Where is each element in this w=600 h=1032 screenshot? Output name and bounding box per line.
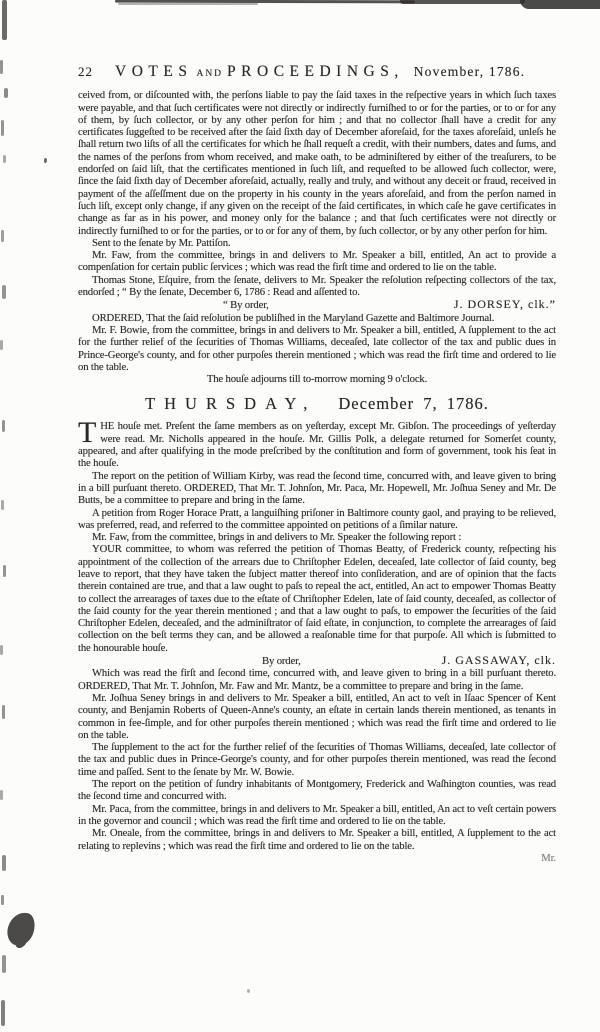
scan-artifact-left-edge xyxy=(4,88,8,98)
scan-artifact-left-edge xyxy=(1,230,4,242)
scan-artifact-left-edge xyxy=(2,955,6,973)
paragraph-seney-bill: Mr. Joſhua Seney brings in and delivers to Mr. Speaker a bill, entitled, An act to veſt in Iſaac Spencer of Kent county, and Benjamin Roberts of Queen-Anne's county, an eſtate in certain lands therein mentioned, as tenants in common in fee-ſimple, and for other purpoſes therein mentioned ; which was read the firſt time and ordered to lie on the table. xyxy=(78,691,556,741)
paragraph-williams-supplement: The ſupplement to the act for the further relief of the ſecurities of Thomas Williams, deceaſed, late collector of the tax and public dues in Prince-George's county, and for other purpoſes therein mentioned, was read the ſecond time and paſſed. Sent to the ſenate by Mr. W. Bowie. xyxy=(78,741,556,778)
paragraph-house-met xyxy=(78,416,556,470)
by-order-label: “ By order, xyxy=(223,299,269,312)
ink-blot xyxy=(4,909,37,948)
paragraph-stone-resolution: Thomas Stone, Eſquire, from the ſenate, delivers to Mr. Speaker the reſolution reſpecting collectors of the tax, endorſed ; “ By the ſenate, December 6, 1786 : Read and aſſented to. xyxy=(78,273,556,299)
scan-artifact-left-edge xyxy=(2,0,7,40)
clerk-name: J. DORSEY, clk.” xyxy=(453,297,556,312)
paragraph-faw-report-intro: Mr. Faw, from the committee, brings in and delivers to Mr. Speaker the following report : xyxy=(92,531,462,544)
scan-artifact-left-edge xyxy=(0,340,3,350)
scan-artifact-left-edge xyxy=(1,120,4,136)
scan-artifact-top-edge xyxy=(118,3,258,5)
page-number: 22 xyxy=(78,64,93,79)
scan-artifact-left-edge xyxy=(3,155,6,163)
scan-artifact-left-edge xyxy=(1,500,4,510)
paragraph-oneale-bill: Mr. Oneale, from the committee, brings in and delivers to Mr. Speaker a bill, entitled, A ſupplement to the act relating to replevins ; which was read the firſt time and ordered to lie on the table. xyxy=(78,827,556,852)
session-day: THURSDAY, xyxy=(145,394,317,414)
scan-artifact-left-edge xyxy=(2,855,6,871)
paragraph-sent-pattison: Sent to the ſenate by Mr. Pattiſon. xyxy=(92,236,231,249)
scan-artifact-left-edge xyxy=(0,790,3,800)
paragraph-kirby-report: The report on the petition of William Kirby, was read the ſecond time, concurred with, and leave given to bring in a bill purſuant thereto. ORDERED, That Mr. T. Johnſon, Mr. Paca, Mr. Hopewell, Mr. Joſhua Seney and Mr. De Butts, be a committee to prepare and bring in the ſame. xyxy=(78,469,556,507)
by-order-label: By order, xyxy=(262,655,301,668)
scan-artifact-left-edge xyxy=(1,1000,5,1026)
scan-artifact-left-edge xyxy=(1,895,4,905)
signature-line-dorsey xyxy=(78,298,556,311)
running-header xyxy=(78,63,556,80)
scan-artifact-top-edge xyxy=(400,0,525,4)
paragraph-faw-compensation-bill: Mr. Faw, from the committee, brings in and delivers to Mr. Speaker a bill, entitled, An act to provide a compenſation for certain public ſervices ; which was read the firſt time and ordered to lie on the table. xyxy=(78,249,556,274)
drop-cap: T xyxy=(78,416,97,450)
scan-artifact-left-edge xyxy=(0,645,3,655)
session-heading xyxy=(78,395,556,413)
catchword: Mr. xyxy=(541,851,556,864)
paragraph-bowie-supplement-bill: Mr. F. Bowie, from the committee, brings in and delivers to Mr. Speaker a bill, entitled, A ſupplement to the act for the further relief of the ſecurities of Thomas Williams, deceaſed, late collector of the tax and public dues in Prince-George's county, and for other purpoſes therein mentioned ; which was read the firſt time and ordered to lie on the table. xyxy=(78,323,556,373)
paragraph-adjournment: The houſe adjourns till to-morrow morning 9 o'clock. xyxy=(206,373,428,386)
paragraph-montgomery-report: The report on the petition of ſundry inhabitants of Montgomery, Frederick and Waſhington counties, was read the ſecond time and concurred with. xyxy=(78,778,556,803)
scan-artifact-left-edge xyxy=(2,705,5,719)
stray-ink-mark xyxy=(247,989,250,993)
journal-title: VOTES AND PROCEEDINGS, xyxy=(115,63,404,80)
text-column xyxy=(78,63,556,864)
header-month-year: November, 1786. xyxy=(413,64,526,79)
scan-artifact-left-edge xyxy=(2,420,5,432)
session-date: December 7, 1786. xyxy=(338,394,489,414)
clerk-name: J. GASSAWAY, clk. xyxy=(441,653,556,668)
paragraph-read-concurred: Which was read the firſt and ſecond time, concurred with, and leave given to bring in a bill purſuant thereto. ORDERED, That Mr. T. Johnſon, Mr. Faw and Mr. Mantz, be a committee to prepare and bring in the ſame. xyxy=(78,667,556,692)
signature-line-gassaway xyxy=(78,654,556,667)
scan-artifact-top-corner xyxy=(520,0,600,9)
paragraph-ordered-gazette: ORDERED, That the ſaid reſolution be publiſhed in the Maryland Gazette and Baltimore Journal. xyxy=(92,311,495,324)
scan-artifact-left-edge xyxy=(0,60,3,74)
scan-artifact-left-edge xyxy=(3,565,6,577)
paragraph-pratt-petition: A petition from Roger Horace Pratt, a languiſhing priſoner in Baltimore county gaol, and praying to be relieved, was preferred, read, and referred to the committee appointed on petitions of a ſimilar nature. xyxy=(78,506,556,531)
paragraph-committee-report: YOUR committee, to whom was referred the petition of Thomas Beatty, of Frederick county, reſpecting his appointment of the collection of the arrears due to Chriſtopher Edelen, deceaſed, late collector of ſaid county, beg leave to report, that they have taken the ſubject matter thereof into conſideration, and are of opinion that the facts therein contained are true, and that a law ought to paſs to repeal the act, entitled, An act to empower Thomas Beatty to collect the arrearages of taxes due to the eſtate of Chriſtopher Edelen, late of ſaid county, deceaſed, as collector of the ſaid county for the year therein mentioned ; and that a law ought to paſs, to empower the ſecurities of the ſaid Chriſtopher Edelen, deceaſed, and the adminiſtrator of ſaid eſtate, in conjunction, to complete the arrearages of ſaid collection on the beſt terms they can, and be allowed a reaſonable time for that purpoſe. All which is ſubmitted to the honourable houſe. xyxy=(78,543,556,654)
paragraph-paca-bill: Mr. Paca, from the committee, brings in and delivers to Mr. Speaker a bill, entitled, An act to veſt certain powers in the governor and council ; which was read the firſt time and ordered to lie on the table. xyxy=(78,802,556,827)
stray-ink-mark xyxy=(44,158,47,163)
scan-artifact-left-edge xyxy=(2,285,6,299)
paragraph-carryover: ceived from, or diſcounted with, the perſons liable to pay the ſaid taxes in the reſpective years in which ſuch taxes were payable, and that ſuch certificates were not directly or indirectly furniſhed to or for the parties, or to or for any of them, by ſuch collector, or by any other perſon for him ; and that no collector ſhall have a credit for any certificates ſuggeſted to be received after the ſaid ſixth day of December aforeſaid, for the taxes aforeſaid, unleſs he ſhall return two liſts of all the certificates for which he ſhall requeſt a credit, with their numbers, dates and ſums, and the names of the perſons from whom received, and make oath, to be adminiſtered by either of the treaſurers, to be endorſed on ſaid liſt, that the certificates mentioned in ſuch liſt, and requeſted to be allowed ſuch collector, were, ſince the ſaid ſixth day of December aforeſaid, actually, really and truly, and without any deceit or fraud, received in payment of the aſſeſſment due on the property in his county in the years aforeſaid, and from the perſon named in ſuch liſt, except only change, if any given on the receipt of the ſaid certificates, in which caſe he gave certificates in change as far as in his power, and money only for the balance ; and that ſuch certificates were not directly or indirectly furniſhed to or for the parties, or to or for any of them, by ſuch collector, or by any other perſon for him. xyxy=(78,89,556,237)
paragraph-house-met-text: HE houſe met. Preſent the ſame members as on yeſterday, except Mr. Gibſon. The proceedings of yeſterday were read. Mr. Nicholls appeared in the houſe. Mr. Gillis Polk, a delegate returned for Somerſet county, appeared, and after qualifying in the mode preſcribed by the conſtitution and form of government, took his ſeat in the houſe. xyxy=(78,420,556,470)
